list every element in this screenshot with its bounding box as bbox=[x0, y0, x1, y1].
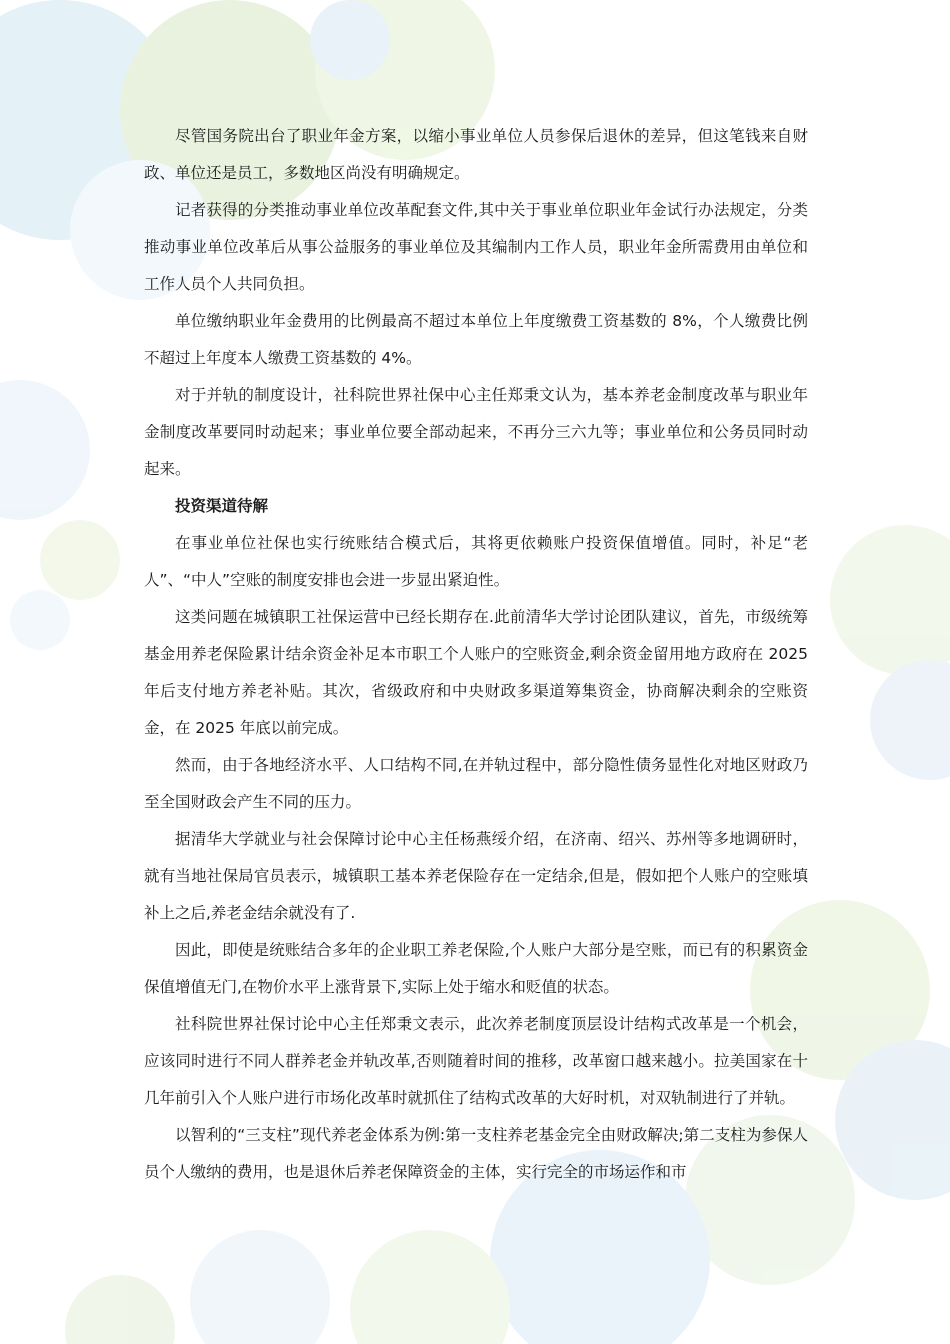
paragraph: 记者获得的分类推动事业单位改革配套文件,其中关于事业单位职业年金试行办法规定，分类推动事业单位改革后从事公益服务的事业单位及其编制内工作人员，职业年金所需费用由单位和工作人员个人共同负担。 bbox=[144, 201, 808, 293]
paragraph: 以智利的“三支柱”现代养老金体系为例:第一支柱养老基金完全由财政解决;第二支柱为参保人员个人缴纳的费用，也是退休后养老保障资金的主体，实行完全的市场运作和市 bbox=[144, 1126, 808, 1181]
paragraph: 然而，由于各地经济水平、人口结构不同,在并轨过程中，部分隐性债务显性化对地区财政乃至全国财政会产生不同的压力。 bbox=[144, 756, 808, 811]
paragraph: 这类问题在城镇职工社保运营中已经长期存在.此前清华大学讨论团队建议，首先，市级统筹基金用养老保险累计结余资金补足本市职工个人账户的空账资金,剩余资金留用地方政府在 2025 年后支付地方养老补贴。其次，省级政府和中央财政多渠道筹集资金，协商解决剩余的空账资金，在 2025 年底以前完成。 bbox=[144, 608, 808, 737]
paragraph: 因此，即使是统账结合多年的企业职工养老保险,个人账户大部分是空账，而已有的积累资金保值增值无门,在物价水平上涨背景下,实际上处于缩水和贬值的状态。 bbox=[144, 941, 808, 996]
paragraph: 尽管国务院出台了职业年金方案，以缩小事业单位人员参保后退休的差异，但这笔钱来自财政、单位还是员工，多数地区尚没有明确规定。 bbox=[144, 127, 808, 182]
paragraph: 据清华大学就业与社会保障讨论中心主任杨燕绥介绍，在济南、绍兴、苏州等多地调研时，就有当地社保局官员表示，城镇职工基本养老保险存在一定结余,但是，假如把个人账户的空账填补上之后,养老金结余就没有了. bbox=[144, 830, 808, 922]
section-heading: 投资渠道待解 bbox=[175, 497, 269, 515]
paragraph: 对于并轨的制度设计，社科院世界社保中心主任郑秉文认为，基本养老金制度改革与职业年金制度改革要同时动起来；事业单位要全部动起来，不再分三六九等；事业单位和公务员同时动起来。 bbox=[144, 386, 808, 478]
paragraph: 社科院世界社保讨论中心主任郑秉文表示，此次养老制度顶层设计结构式改革是一个机会，应该同时进行不同人群养老金并轨改革,否则随着时间的推移，改革窗口越来越小。拉美国家在十几年前引入个人账户进行市场化改革时就抓住了结构式改革的大好时机，对双轨制进行了并轨。 bbox=[144, 1015, 808, 1107]
article bbox=[144, 118, 808, 1191]
paragraph: 单位缴纳职业年金费用的比例最高不超过本单位上年度缴费工资基数的 8%，个人缴费比例不超过上年度本人缴费工资基数的 4%。 bbox=[144, 312, 808, 367]
paragraph: 在事业单位社保也实行统账结合模式后，其将更依赖账户投资保值增值。同时，补足“老人”、“中人”空账的制度安排也会进一步显出紧迫性。 bbox=[144, 534, 808, 589]
